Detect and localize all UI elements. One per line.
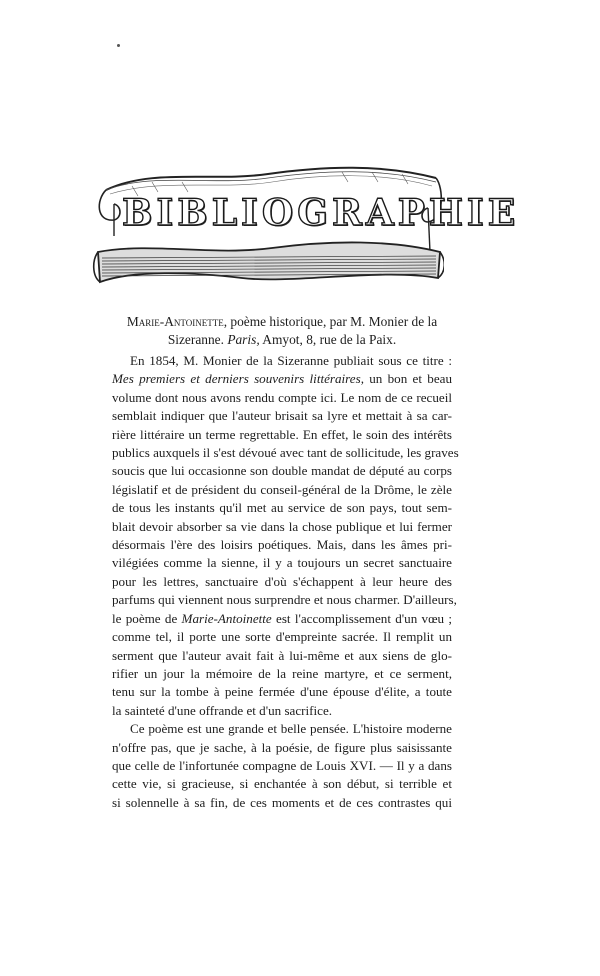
text-line: pour les lettres, sanctuaire d'où s'échappent à leur heure des [112,573,452,589]
poem-title: Marie-Antoinette [181,610,272,626]
ink-speck [117,44,120,47]
entry-place: Paris, [227,332,260,347]
text-line: comme tel, il porte une sorte d'empreinte sacrée. Il remplit un [112,629,452,645]
text-line: serment que l'auteur avait fait à lui-même et aux siens de glo- [112,647,452,663]
entry-heading-line1: poème historique, par M. Monier de la [227,314,438,329]
article-body [112,352,459,812]
text-line: cette vie, si gracieuse, si enchantée à son début, si terrible et [112,776,452,792]
entry-heading-line2a: Sizeranne. [167,332,228,347]
book-title: Mes premiers et derniers souvenirs littéraires, [112,371,364,387]
text-line: En 1854, M. Monier de la Sizeranne publiait sous ce titre : [130,353,452,368]
text-line: que celle de l'infortunée compagne de Louis XVI. — Il y a dans [112,757,452,773]
text-line: rifier un jour la mémoire de la reine martyre, et ce serment, [112,665,452,681]
text-line: désormais l'ère des loisirs poétiques. Mais, dans les âmes pri- [112,537,452,553]
text-line [112,370,452,388]
text-line: volume dont nous avons rendu compte ici. Le nom de ce recueil [112,389,452,405]
paragraph-1 [112,352,459,720]
text-line-head: le poème de [112,610,178,626]
text-line: rière littéraire un terme regrettable. En effet, le soin des intérêts [112,426,452,442]
text-line: de tous les instants qu'il met au service de son pays, tout sem- [112,500,452,516]
paragraph-2 [112,720,452,812]
text-line: la sainteté d'une offrande et d'un sacrifice. [112,702,333,718]
entry-title: Marie-Antoinette, [126,314,228,329]
banner-title: BIBLIOGRAPHIE [122,192,520,234]
text-line: tenu sur la tombe à peine fermée d'une épouse d'élite, a toute [112,684,452,700]
text-line: soucis que lui occasionne son double mandat de député au corps [112,463,452,479]
text-line [112,610,452,628]
text-line: n'offre pas, que je sache, à la poésie, de figure plus saisissante [112,739,452,755]
scroll-left-curl [99,190,120,220]
text-line-tail: un bon et beau [363,371,452,387]
text-line-tail: est l'accomplissement d'un vœu ; [271,610,452,626]
text-line: semblait indiquer que l'auteur brisait sa lyre et mettait à sa car- [112,408,452,424]
text-line: législatif et de président du conseil-général de la Drôme, le zèle [112,481,452,497]
bibliographic-entry-heading [104,313,460,349]
text-line: si solennelle à sa fin, de ces moments et de ces contrastes qui [112,794,452,810]
text-line: Ce poème est une grande et belle pensée. L'histoire moderne [130,721,452,737]
text-line: vilégiées comme la sienne, il y a toujours un secret sanctuaire [112,555,452,571]
text-line: blait devoir absorber sa vie dans la chose publique et lui fermer [112,518,452,534]
entry-heading-line2b: Amyot, 8, rue de la Paix. [259,332,397,347]
text-line: publics auxquels il s'est dévoué avec tant de sollicitude, les graves [112,445,459,461]
text-line: parfums qui viennent nous surprendre et nous charmer. D'ailleurs, [112,592,457,608]
